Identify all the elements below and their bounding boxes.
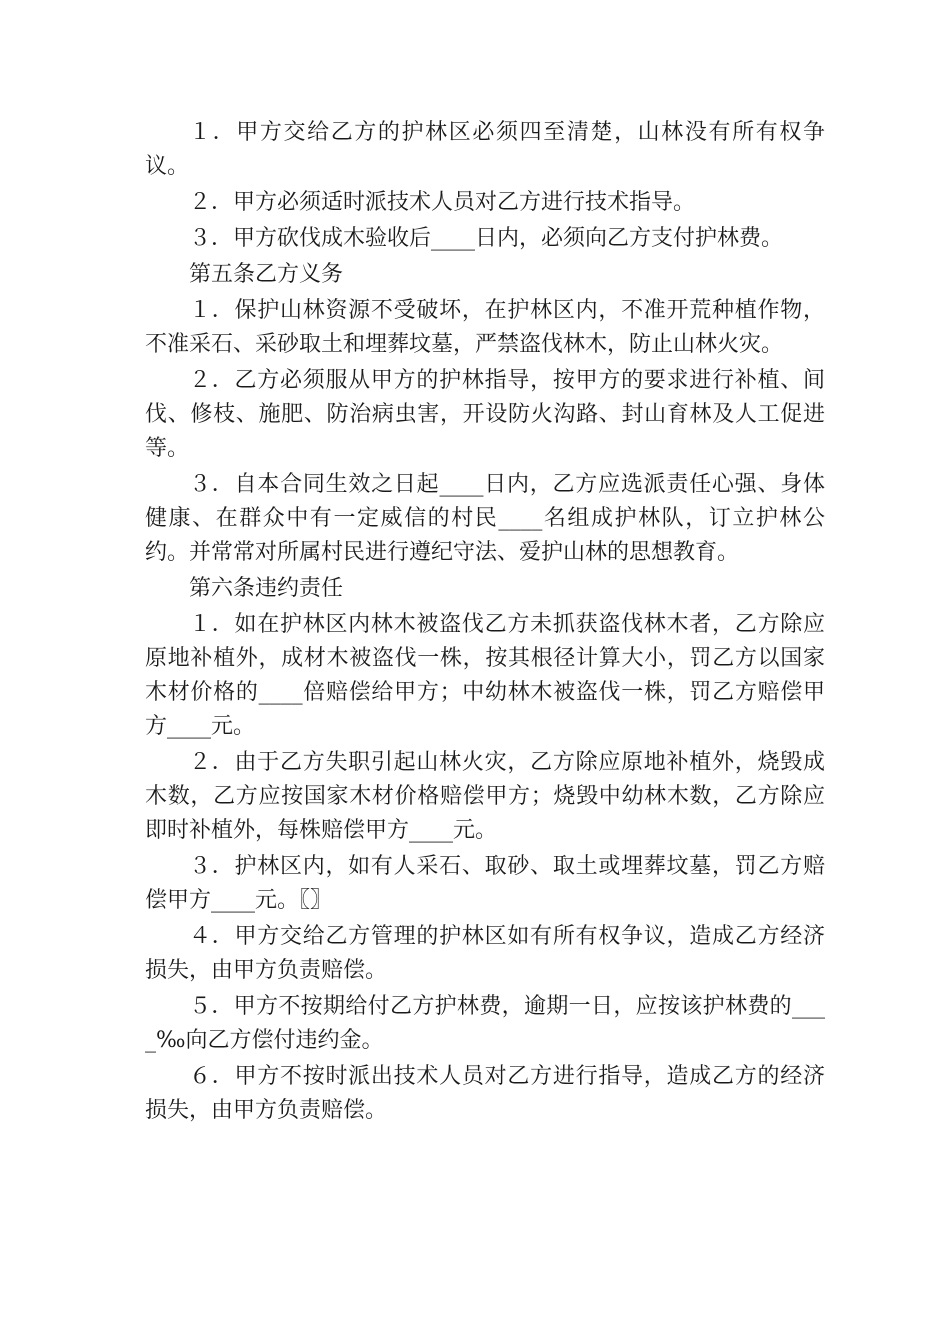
clause-5-item-3: ３．自本合同生效之日起____日内，乙方应选派责任心强、身体健康、在群众中有一定威信的村民____名组成护林队，订立护林公约。并常常对所属村民进行遵纪守法、爱护山林的思想教育。 [145, 472, 825, 565]
document-body [145, 116, 825, 1130]
clause-6-item-4: ４．甲方交给乙方管理的护林区如有所有权争议，造成乙方经济损失，由甲方负责赔偿。 [145, 924, 825, 983]
clause-6-item-5: ５．甲方不按期给付乙方护林费，逾期一日，应按该护林费的____‰向乙方偿付违约金。 [145, 994, 825, 1053]
clause-4-item-3: ３．甲方砍伐成木验收后____日内，必须向乙方支付护林费。 [189, 226, 784, 251]
clause-4-item-1: １．甲方交给乙方的护林区必须四至清楚，山林没有所有权争议。 [145, 120, 825, 179]
clause-5-heading: 第五条乙方义务 [189, 262, 344, 287]
clause-6-heading: 第六条违约责任 [189, 576, 344, 601]
clause-6-item-2: ２．由于乙方失职引起山林火灾，乙方除应原地补植外，烧毁成木数，乙方应按国家木材价格赔偿甲方；烧毁中幼林木数，乙方除应即时补植外，每株赔偿甲方____元。 [145, 750, 825, 843]
clause-6-item-1: １．如在护林区内林木被盗伐乙方未抓获盗伐林木者，乙方除应原地补植外，成材木被盗伐一株，按其根径计算大小，罚乙方以国家木材价格的____倍赔偿给甲方；中幼林木被盗伐一株，罚乙方赔偿甲方____元。 [145, 612, 825, 739]
clause-6-item-6: ６．甲方不按时派出技术人员对乙方进行指导，造成乙方的经济损失，由甲方负责赔偿。 [145, 1064, 825, 1123]
clause-4-item-2: ２．甲方必须适时派技术人员对乙方进行技术指导。 [189, 190, 696, 215]
clause-5-item-1: １．保护山林资源不受破坏，在护林区内，不准开荒种植作物，不准采石、采砂取土和埋葬坟墓，严禁盗伐林木，防止山林火灾。 [145, 298, 825, 357]
clause-5-item-2: ２．乙方必须服从甲方的护林指导，按甲方的要求进行补植、间伐、修枝、施肥、防治病虫害，开设防火沟路、封山育林及人工促进等。 [145, 368, 825, 461]
clause-6-item-3: ３．护林区内，如有人采石、取砂、取土或埋葬坟墓，罚乙方赔偿甲方____元。〖〗 [145, 854, 825, 913]
